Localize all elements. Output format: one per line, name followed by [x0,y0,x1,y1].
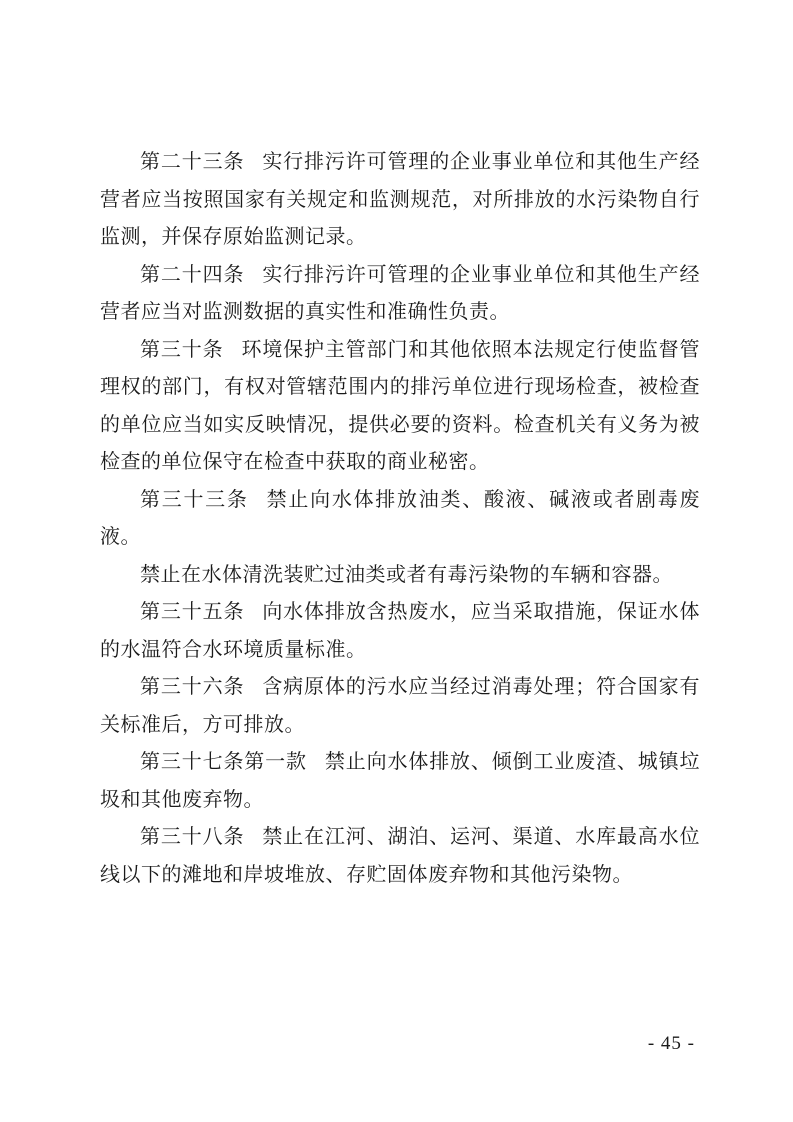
article-text: 向水体排放含热废水，应当采取措施，保证水体的水温符合水环境质量标准。 [100,599,701,661]
article-text: 禁止在江河、湖泊、运河、渠道、水库最高水位线以下的滩地和岸坡堆放、存贮固体废弃物和其他污染物。 [100,824,701,886]
article-label: 第二十四条 [140,261,245,286]
article-text: 环境保护主管部门和其他依照本法规定行使监督管理权的部门，有权对管辖范围内的排污单位进行现场检查，被检查的单位应当如实反映情况，提供必要的资料。检查机关有义务为被检查的单位保守在检查中获取的商业秘密。 [100,336,701,473]
article-37-clause-1 [100,743,700,818]
article-label: 第三十五条 [140,599,245,623]
article-label: 第三十三条 [140,486,249,511]
article-text: 实行排污许可管理的企业事业单位和其他生产经营者应当对监测数据的真实性和准确性负责。 [100,261,701,323]
article-35 [100,593,700,668]
article-24 [100,256,700,331]
article-label: 第三十六条 [140,674,245,698]
article-23 [100,143,700,256]
article-text: 禁止在水体清洗装贮过油类或者有毒污染物的车辆和容器。 [140,561,673,586]
article-label: 第三十八条 [140,824,245,848]
article-text: 禁止向水体排放、倾倒工业废渣、城镇垃圾和其他废弃物。 [100,749,701,811]
article-text: 实行排污许可管理的企业事业单位和其他生产经营者应当按照国家有关规定和监测规范，对所排放的水污染物自行监测，并保存原始监测记录。 [100,149,701,248]
article-38 [100,818,700,893]
article-label: 第二十三条 [140,149,245,173]
article-36 [100,668,700,743]
article-33-paragraph-2 [100,556,700,594]
page-number: - 45 - [647,1033,695,1054]
article-text: 禁止向水体排放油类、酸液、碱液或者剧毒废液。 [100,486,701,548]
article-label: 第三十七条第一款 [140,749,307,773]
document-body [100,143,700,893]
article-30 [100,331,700,481]
article-label: 第三十条 [140,336,224,361]
article-text: 含病原体的污水应当经过消毒处理；符合国家有关标准后，方可排放。 [100,674,701,736]
article-33 [100,481,700,556]
